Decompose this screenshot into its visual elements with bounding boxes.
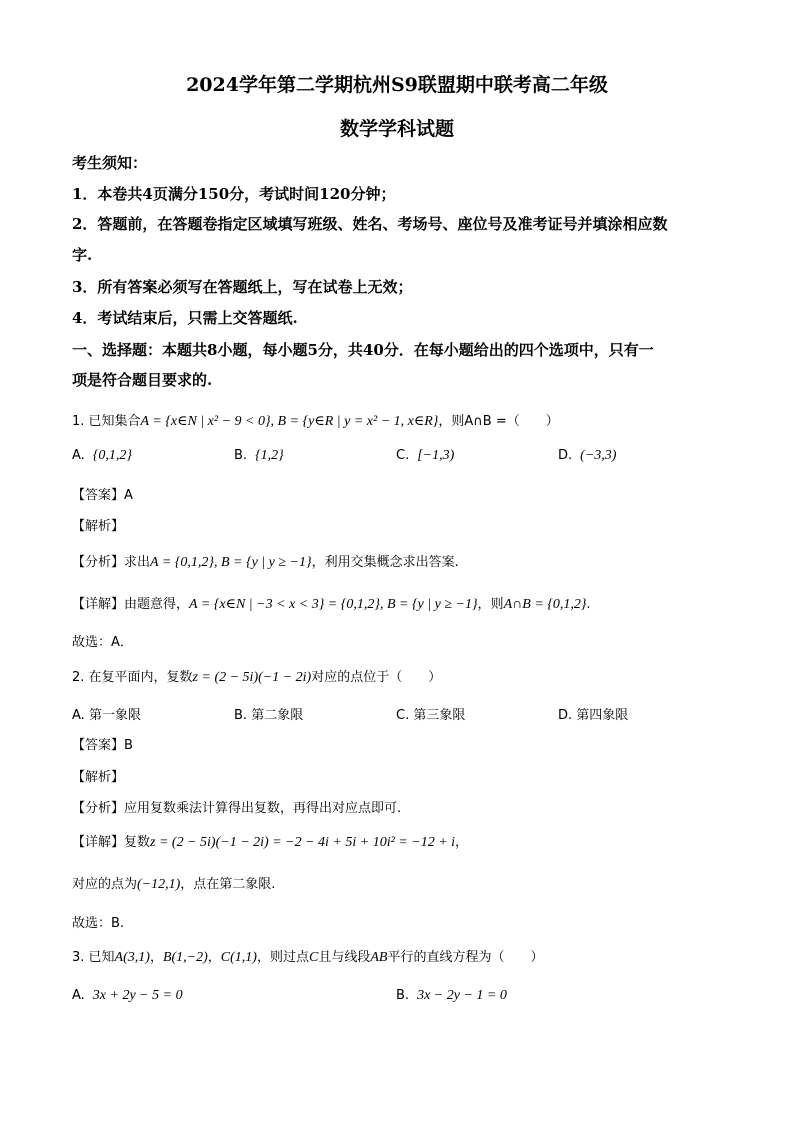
question-3-text: ，则过点 <box>256 950 309 965</box>
fenxi-text: 求出 <box>124 555 151 570</box>
detail-math: z = (2 − 5i)(−1 − 2i) = −2 − 4i + 5i + 10i² = −12 + i <box>150 835 456 850</box>
detail-text: . <box>586 597 591 612</box>
fenxi-math: A = {0,1,2}, B = {y | y ≥ −1} <box>150 555 312 570</box>
detail-tag: 【详解】 <box>72 597 125 612</box>
option-label: C. <box>396 448 410 463</box>
detail-math: A = {x∈N | −3 < x < 3} = {0,1,2}, B = {y | y ≥ −1} <box>189 597 478 612</box>
q1-fenxi <box>72 551 459 571</box>
question-3-prefix: 3. 已知 <box>72 950 115 965</box>
q2-conclusion: 故选：B. <box>72 916 125 931</box>
segment-ab: AB <box>370 950 388 965</box>
fenxi-tag: 【分析】 <box>72 801 125 816</box>
question-1-suffix: ，则A∩B =（ ） <box>438 414 559 429</box>
q1-option-d <box>558 448 616 464</box>
q2-option-a <box>72 704 141 723</box>
option-label: D. <box>558 708 573 723</box>
question-3-text: 且与线段 <box>318 950 371 965</box>
option-label: A. <box>72 708 85 723</box>
option-value: 第二象限 <box>251 708 304 723</box>
notice-heading: 考生须知： <box>72 154 148 172</box>
notice-item: 1．本卷共4页满分150分，考试时间120分钟； <box>72 185 396 203</box>
q2-option-b <box>234 704 303 723</box>
notice-item: 3．所有答案必须写在答题纸上，写在试卷上无效； <box>72 278 413 296</box>
point-c-label: C <box>308 950 319 965</box>
option-label: B. <box>396 988 410 1003</box>
point-c: C(1,1) <box>220 950 257 965</box>
option-value: 第四象限 <box>576 708 629 723</box>
section-heading-cont: 项是符合题目要求的. <box>72 371 213 389</box>
answer-tag: 【答案】 <box>72 738 125 753</box>
option-value: {0,1,2} <box>92 448 132 463</box>
question-2-prefix: 2. 在复平面内，复数 <box>72 670 193 685</box>
fenxi-text: 应用复数乘法计算得出复数，再得出对应点即可. <box>124 801 402 816</box>
question-3 <box>72 946 543 966</box>
q1-analysis-tag: 【解析】 <box>72 519 125 534</box>
detail-math: A∩B = {0,1,2} <box>503 597 587 612</box>
q1-option-c <box>396 448 454 464</box>
q2-analysis-tag: 【解析】 <box>72 770 125 785</box>
option-label: B. <box>234 708 248 723</box>
notice-item: 2．答题前，在答题卷指定区域填写班级、姓名、考场号、座位号及准考证号并填涂相应数 <box>72 215 668 233</box>
question-1 <box>72 410 559 430</box>
notice-item: 4．考试结束后，只需上交答题纸. <box>72 309 298 327</box>
option-label: A. <box>72 448 85 463</box>
point-text: 对应的点为 <box>72 877 138 892</box>
q1-conclusion: 故选：A． <box>72 635 133 650</box>
option-label: C. <box>396 708 410 723</box>
question-2-suffix: 对应的点位于（ ） <box>311 670 442 685</box>
q1-option-b <box>234 448 284 464</box>
option-value: 3x + 2y − 5 = 0 <box>92 988 183 1003</box>
point-b: B(1,−2) <box>162 950 208 965</box>
option-label: A. <box>72 988 85 1003</box>
q3-option-b <box>396 988 507 1004</box>
detail-tag: 【详解】 <box>72 835 125 850</box>
option-value: {1,2} <box>255 448 284 463</box>
notice-item: 字. <box>72 246 93 264</box>
separator: ， <box>207 950 221 965</box>
question-3-suffix: 平行的直线方程为（ ） <box>387 950 544 965</box>
fenxi-text: ，利用交集概念求出答案. <box>311 555 459 570</box>
detail-text: 复数 <box>124 835 151 850</box>
question-1-sets: A = {x∈N | x² − 9 < 0}, B = {y∈R | y = x² − 1, x∈R} <box>140 414 439 429</box>
point-text: ，点在第二象限. <box>180 877 276 892</box>
q2-answer <box>72 734 133 753</box>
option-label: D. <box>558 448 573 463</box>
section-heading: 一、选择题：本题共8小题，每小题5分，共40分．在每小题给出的四个选项中，只有一 <box>72 341 654 359</box>
q1-answer <box>72 484 133 503</box>
point-a: A(3,1) <box>114 950 150 965</box>
detail-text: ，则 <box>477 597 504 612</box>
answer-value: A <box>124 488 133 503</box>
question-2-expr: z = (2 − 5i)(−1 − 2i) <box>192 670 312 685</box>
q2-option-c <box>396 704 465 723</box>
exam-subtitle: 数学学科试题 <box>339 118 454 140</box>
detail-text: 由题意得， <box>124 597 190 612</box>
answer-value: B <box>124 738 133 753</box>
detail-text: ， <box>455 835 469 850</box>
option-value: [−1,3) <box>417 448 455 463</box>
separator: ， <box>149 950 163 965</box>
q1-option-a <box>72 448 132 464</box>
option-value: 3x − 2y − 1 = 0 <box>417 988 507 1003</box>
q1-detail <box>72 593 591 613</box>
question-1-prefix: 1. 已知集合 <box>72 414 141 429</box>
fenxi-tag: 【分析】 <box>72 555 125 570</box>
q2-fenxi <box>72 797 401 816</box>
option-value: (−3,3) <box>580 448 617 463</box>
point-math: (−12,1) <box>137 877 181 892</box>
option-value: 第三象限 <box>413 708 466 723</box>
question-2 <box>72 666 441 686</box>
q2-point <box>72 873 275 893</box>
answer-tag: 【答案】 <box>72 488 125 503</box>
q3-option-a <box>72 988 183 1004</box>
q2-detail <box>72 831 468 851</box>
exam-title: 2024学年第二学期杭州S9联盟期中联考高二年级 <box>186 74 608 96</box>
q2-option-d <box>558 704 628 723</box>
option-value: 第一象限 <box>88 708 141 723</box>
option-label: B. <box>234 448 248 463</box>
